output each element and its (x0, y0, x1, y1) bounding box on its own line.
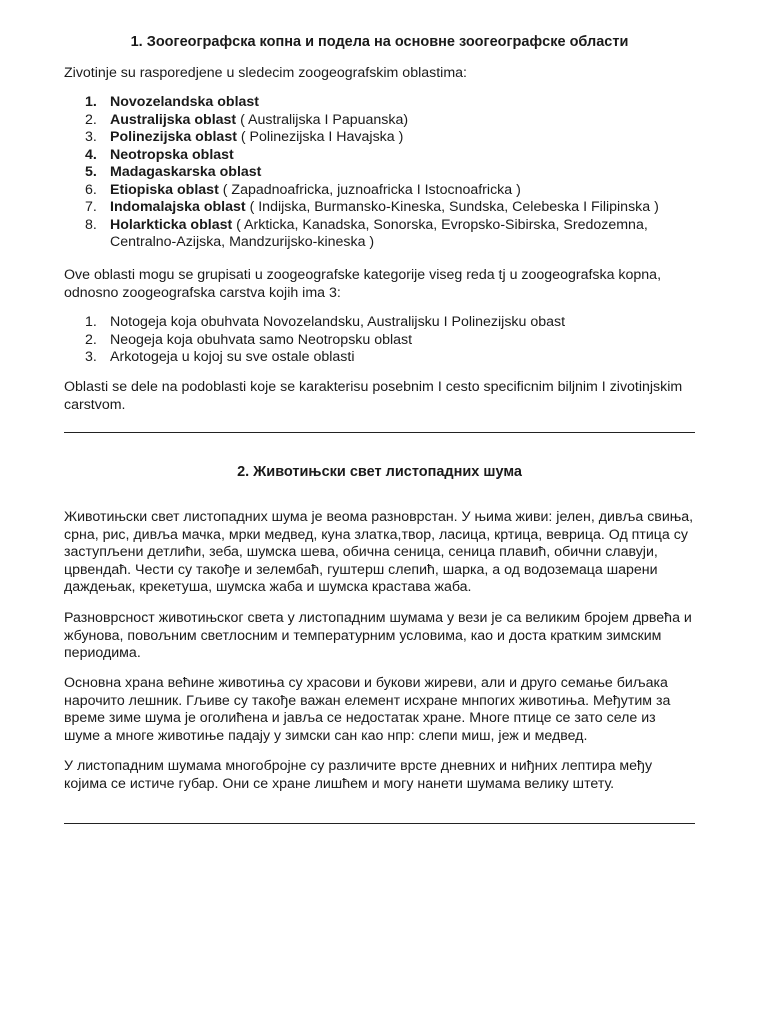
list-item (64, 199, 695, 217)
list-number: 1. (85, 94, 97, 110)
list-item (64, 332, 695, 350)
list-number: 4. (85, 146, 97, 163)
section-divider (64, 823, 695, 824)
section1-title: 1. Зоогеографска копна и подела на основне зоогеографске области (130, 34, 629, 50)
region-name: Indomalajska oblast (110, 199, 246, 215)
section2-paragraph: У листопадним шумама многобројне су различите врсте дневних и ниђних лептира међу којима се истиче губар. Они се хране лишћем и могу нанети шумама велику штету. (64, 758, 653, 792)
list-number: 1. (85, 314, 97, 330)
list-number: 8. (85, 216, 97, 233)
region-detail: ( Zapadnoafricka, juznoafricka I Istocnoafricka ) (218, 181, 521, 198)
section1-intro: Zivotinje su rasporedjene u sledecim zoogeografskim oblastima: (64, 65, 467, 81)
kingdom-text: Neogeja koja obuhvata samo Neotropsku oblast (110, 331, 413, 348)
list-number: 2. (85, 331, 97, 348)
section2-paragraph: Разноврсност животињског света у листопадним шумама у вези је са великим бројем дрвећа и жбунова, повољним светлосним и температурним условима, као и доста кратким зимским периодима. (64, 610, 692, 661)
list-number: 2. (85, 111, 97, 128)
region-name: Holarkticka oblast (110, 216, 233, 233)
list-item (64, 129, 695, 147)
section-divider (64, 432, 695, 433)
kingdom-text: Notogeja koja obuhvata Novozelandsku, Australijsku I Polinezijsku obast (110, 314, 566, 330)
section2-paragraph: Животињски свет листопадних шума је веома разноврстан. У њима живи: јелен, дивља свиња, срна, рис, дивља мачка, мрки медвед, куна златка,твор, ласица, кртица, веврица. Од птица су заступљени детлићи, зеба, шумска шева, обична сеница, сеница плавић, обични славуји, црвендаћ. Чести су такође и зелембаћ, гуштерш слепић, шарка, а од водоземаца шарени даждењак, крекетуша, шумска жаба и шумска крастава жаба. (64, 509, 694, 595)
list-item (64, 349, 695, 367)
list-number: 3. (85, 129, 97, 145)
subregions-paragraph: Oblasti se dele na podoblasti koje se karakterisu posebnim I cesto specificnim biljnim I zivotinjskim carstvom. (64, 379, 683, 413)
region-detail: ( Indijska, Burmansko-Kineska, Sundska, Celebeska I Filipinska ) (245, 199, 659, 215)
kingdoms-list (64, 314, 695, 367)
list-item (64, 217, 695, 252)
list-item (64, 147, 695, 165)
kingdoms-intro: Ove oblasti mogu se grupisati u zoogeografske kategorije viseg reda tj u zoogeografska kopna, odnosno zoogeografska carstva kojih ima 3: (64, 267, 662, 301)
list-number: 7. (85, 199, 97, 215)
list-item (64, 164, 695, 182)
list-item (64, 314, 695, 332)
region-detail: ( Polinezijska I Havajska ) (236, 129, 404, 145)
region-detail: ( Australijska I Papuanska) (236, 111, 409, 128)
region-name: Neotropska oblast (110, 146, 234, 163)
region-name: Australijska oblast (110, 111, 237, 128)
region-detail: ( Arkticka, Kanadska, Sonorska, Evropsko-Sibirska, Sredozemna, Centralno-Azijska, Mandzurijsko-kineska ) (110, 216, 648, 250)
region-name: Novozelandska oblast (110, 94, 260, 110)
kingdom-text: Arkotogeja u kojoj su sve ostale oblasti (110, 349, 355, 365)
list-number: 6. (85, 181, 97, 198)
region-name: Madagaskarska oblast (110, 164, 262, 180)
region-name: Polinezijska oblast (110, 129, 237, 145)
list-number: 5. (85, 164, 97, 180)
list-item (64, 94, 695, 112)
section2-paragraph: Основна храна већине животиња су храсови и букови жиреви, али и друго семање биљака нарочито лешник. Гљиве су такође важан елемент исхране мнпогих животиња. Међутим за време зиме шума је оголићена и јавља се недостатак хране. Многе птице се зато селе из шуме а многе животиње падају у зимски сан као нпр: слепи миш, јеж и медвед. (64, 675, 671, 744)
list-item (64, 112, 695, 130)
section2-title: 2. Животињски свет листопадних шума (237, 464, 522, 480)
regions-list (64, 94, 695, 252)
list-item (64, 182, 695, 200)
region-name: Etiopiska oblast (110, 181, 219, 198)
list-number: 3. (85, 349, 97, 365)
